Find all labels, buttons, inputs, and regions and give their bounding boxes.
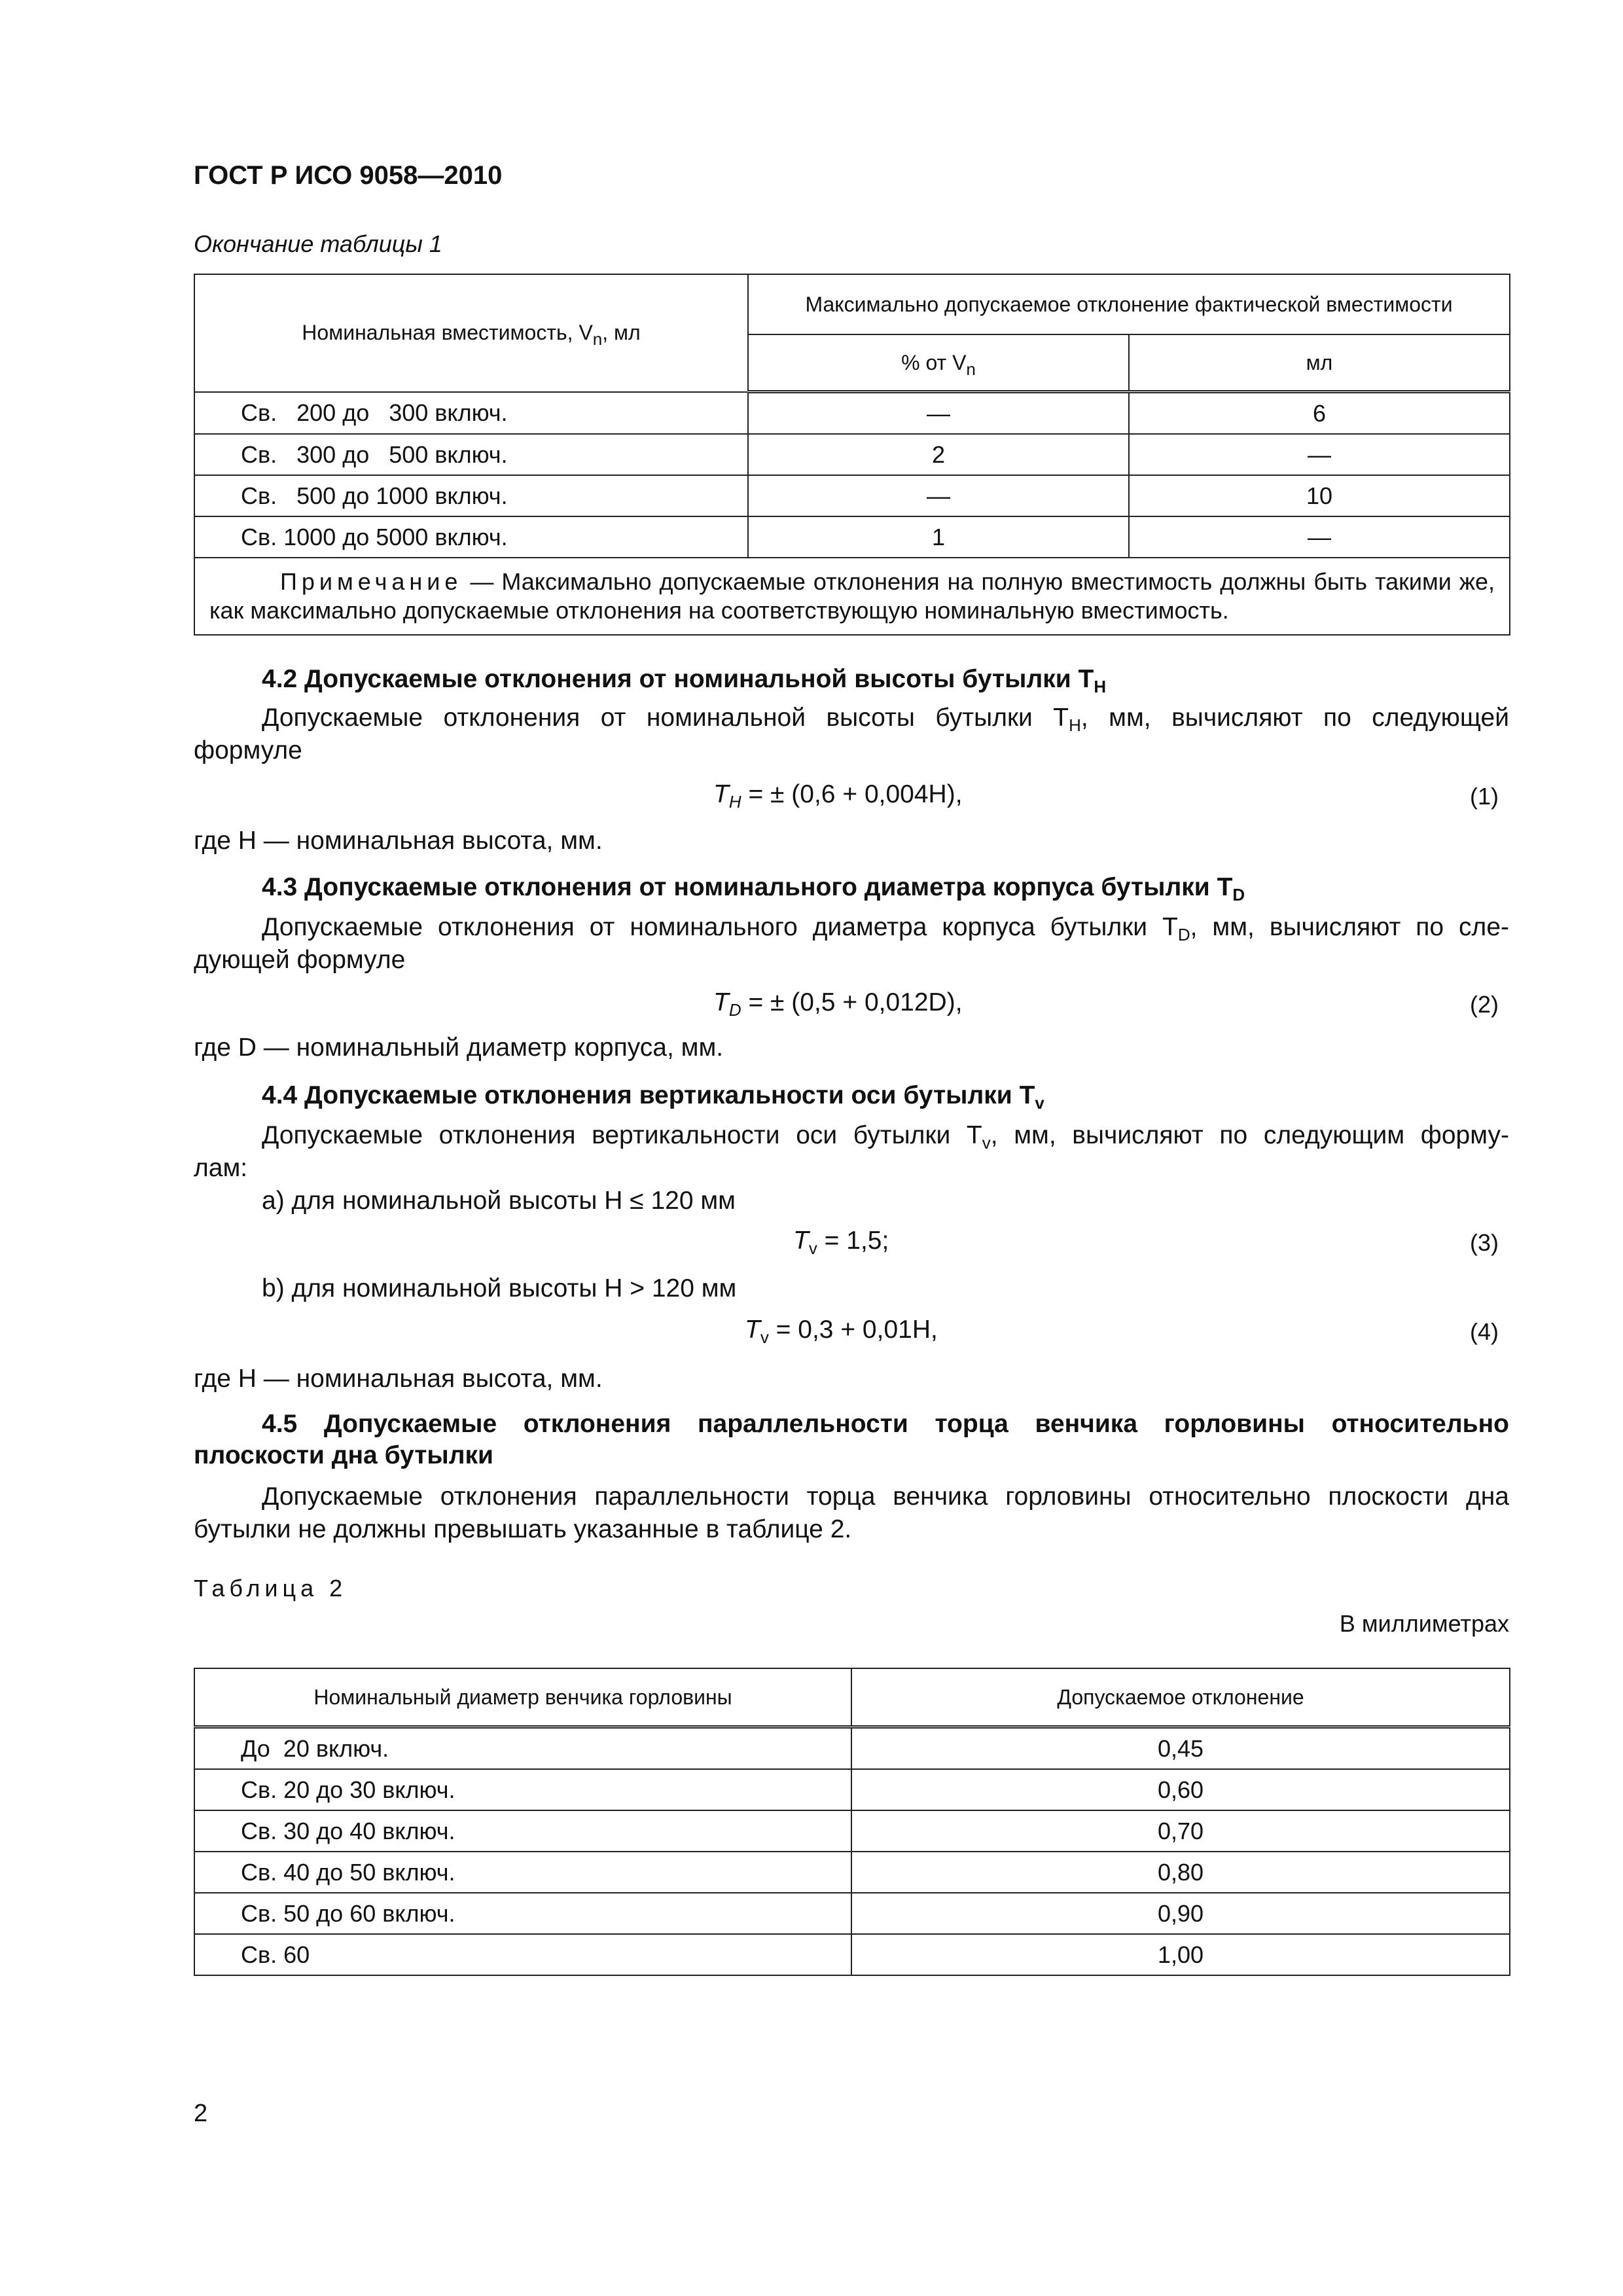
table-cell-range: Св. 1000 до 5000 включ. [194, 516, 748, 558]
formula-4: $T_v = 0,3 + 0,01H$, [745, 1316, 938, 1347]
table1-col3-header: мл [1129, 334, 1510, 392]
section-4-2-heading: 4.2 Допускаемые отклонения от номинальной высоты бутылки $T_H$ [262, 665, 1107, 696]
document-standard-title: ГОСТ Р ИСО 9058—2010 [194, 161, 503, 190]
note-text: — Максимально допускаемые отклонения на полную вместимость должны быть такими же, как максимально допускаемые отклонения на соответствующую номинальную вместимость. [209, 568, 1495, 624]
section-4-4-paragraph-line1: Допускаемые отклонения вертикальности оси бутылки $T_v$, мм, вычисляют по следующим форму- [262, 1121, 1509, 1153]
table1-col2-header: % от $V_n$ [748, 334, 1129, 392]
table-cell-diameter: Св. 40 до 50 включ. [194, 1852, 851, 1893]
section-4-2-paragraph-line2: формуле [194, 736, 302, 764]
table-row [194, 475, 1510, 516]
page-number: 2 [194, 2100, 208, 2127]
table1-col1-header: Номинальная вместимость, $V_n$, мл [194, 274, 748, 392]
table2-units: В миллиметрах [1339, 1610, 1509, 1637]
table-row [194, 1769, 1510, 1810]
table-cell-deviation: 0,90 [851, 1893, 1510, 1934]
table-cell-diameter: Св. 50 до 60 включ. [194, 1893, 851, 1934]
table-row [194, 1893, 1510, 1934]
table1-group-header: Максимально допускаемое отклонение фактической вместимости [748, 274, 1510, 334]
section-4-5-paragraph-line2: бутылки не должны превышать указанные в таблице 2. [194, 1515, 852, 1543]
table2-col1-header: Номинальный диаметр венчика горловины [194, 1668, 851, 1727]
section-4-4-item-a: a) для номинальной высоты H ≤ 120 мм [262, 1187, 736, 1215]
table-cell-range: Св. 500 до 1000 включ. [194, 475, 748, 516]
section-4-5-heading-line1: 4.5 Допускаемые отклонения параллельности торца венчика горловины относительно [262, 1410, 1509, 1438]
section-4-2-paragraph-line1: Допускаемые отклонения от номинальной высоты бутылки $T_H$, мм, вычисляют по следующей [262, 704, 1510, 735]
formula-2-number: (2) [1470, 991, 1499, 1018]
table-cell-percent: — [748, 475, 1129, 516]
section-4-4-heading: 4.4 Допускаемые отклонения вертикальности оси бутылки $T_v$ [262, 1081, 1044, 1113]
table2-col2-header: Допускаемое отклонение [851, 1668, 1510, 1727]
table-cell-ml: — [1129, 516, 1510, 558]
formula-2: $T_D$ = ± (0,5 + 0,012D), [713, 988, 963, 1020]
formula-1: $T_H$ = ± (0,6 + 0,004H), [713, 780, 963, 812]
section-4-3-heading: 4.3 Допускаемые отклонения от номинального диаметра корпуса бутылки $T_D$ [262, 873, 1245, 905]
table-cell-deviation: 0,60 [851, 1769, 1510, 1810]
table-row [194, 434, 1510, 475]
section-4-4-item-b: b) для номинальной высоты H > 120 мм [262, 1274, 737, 1302]
table1 [194, 274, 1510, 636]
section-4-2-where: где H — номинальная высота, мм. [194, 827, 603, 855]
section-4-3-paragraph-line1: Допускаемые отклонения от номинального диаметра корпуса бутылки $T_D$, мм, вычисляют по сле- [262, 913, 1509, 944]
table2 [194, 1668, 1510, 1976]
table-cell-diameter: Св. 20 до 30 включ. [194, 1769, 851, 1810]
section-4-3-paragraph-line2: дующей формуле [194, 946, 406, 974]
note-label: Примечание [280, 568, 463, 595]
table-cell-deviation: 1,00 [851, 1934, 1510, 1975]
table-row [194, 1727, 1510, 1770]
section-4-5-heading-line2: плоскости дна бутылки [194, 1441, 493, 1469]
table-cell-percent: 2 [748, 434, 1129, 475]
section-4-5-paragraph-line1: Допускаемые отклонения параллельности торца венчика горловины относительно плоскости дна [262, 1482, 1509, 1511]
table-cell-percent: — [748, 392, 1129, 435]
table-cell-deviation: 0,70 [851, 1810, 1510, 1852]
formula-3-number: (3) [1470, 1229, 1499, 1256]
table2-caption: Таблица 2 [194, 1575, 348, 1602]
table-row [194, 1810, 1510, 1852]
table-cell-diameter: Св. 30 до 40 включ. [194, 1810, 851, 1852]
formula-4-number: (4) [1470, 1318, 1499, 1345]
table-cell-diameter: До 20 включ. [194, 1727, 851, 1770]
table-cell-range: Св. 300 до 500 включ. [194, 434, 748, 475]
formula-1-number: (1) [1470, 783, 1499, 810]
section-4-4-where: где H — номинальная высота, мм. [194, 1365, 603, 1393]
table-cell-deviation: 0,80 [851, 1852, 1510, 1893]
table-cell-percent: 1 [748, 516, 1129, 558]
formula-3: $T_v = 1,5$; [793, 1227, 889, 1258]
table1-note-row [194, 558, 1510, 635]
table-row [194, 1852, 1510, 1893]
section-4-3-where: где D — номинальный диаметр корпуса, мм. [194, 1033, 724, 1062]
table-cell-range: Св. 200 до 300 включ. [194, 392, 748, 435]
table-cell-ml: 6 [1129, 392, 1510, 435]
table-cell-ml: 10 [1129, 475, 1510, 516]
table-row [194, 516, 1510, 558]
table-cell-deviation: 0,45 [851, 1727, 1510, 1770]
section-4-4-paragraph-line2: лам: [194, 1154, 248, 1182]
table-cell-diameter: Св. 60 [194, 1934, 851, 1975]
table1-caption: Окончание таблицы 1 [194, 230, 442, 257]
table-row [194, 1934, 1510, 1975]
table-row [194, 392, 1510, 435]
table1-note [194, 558, 1510, 635]
table-cell-ml: — [1129, 434, 1510, 475]
